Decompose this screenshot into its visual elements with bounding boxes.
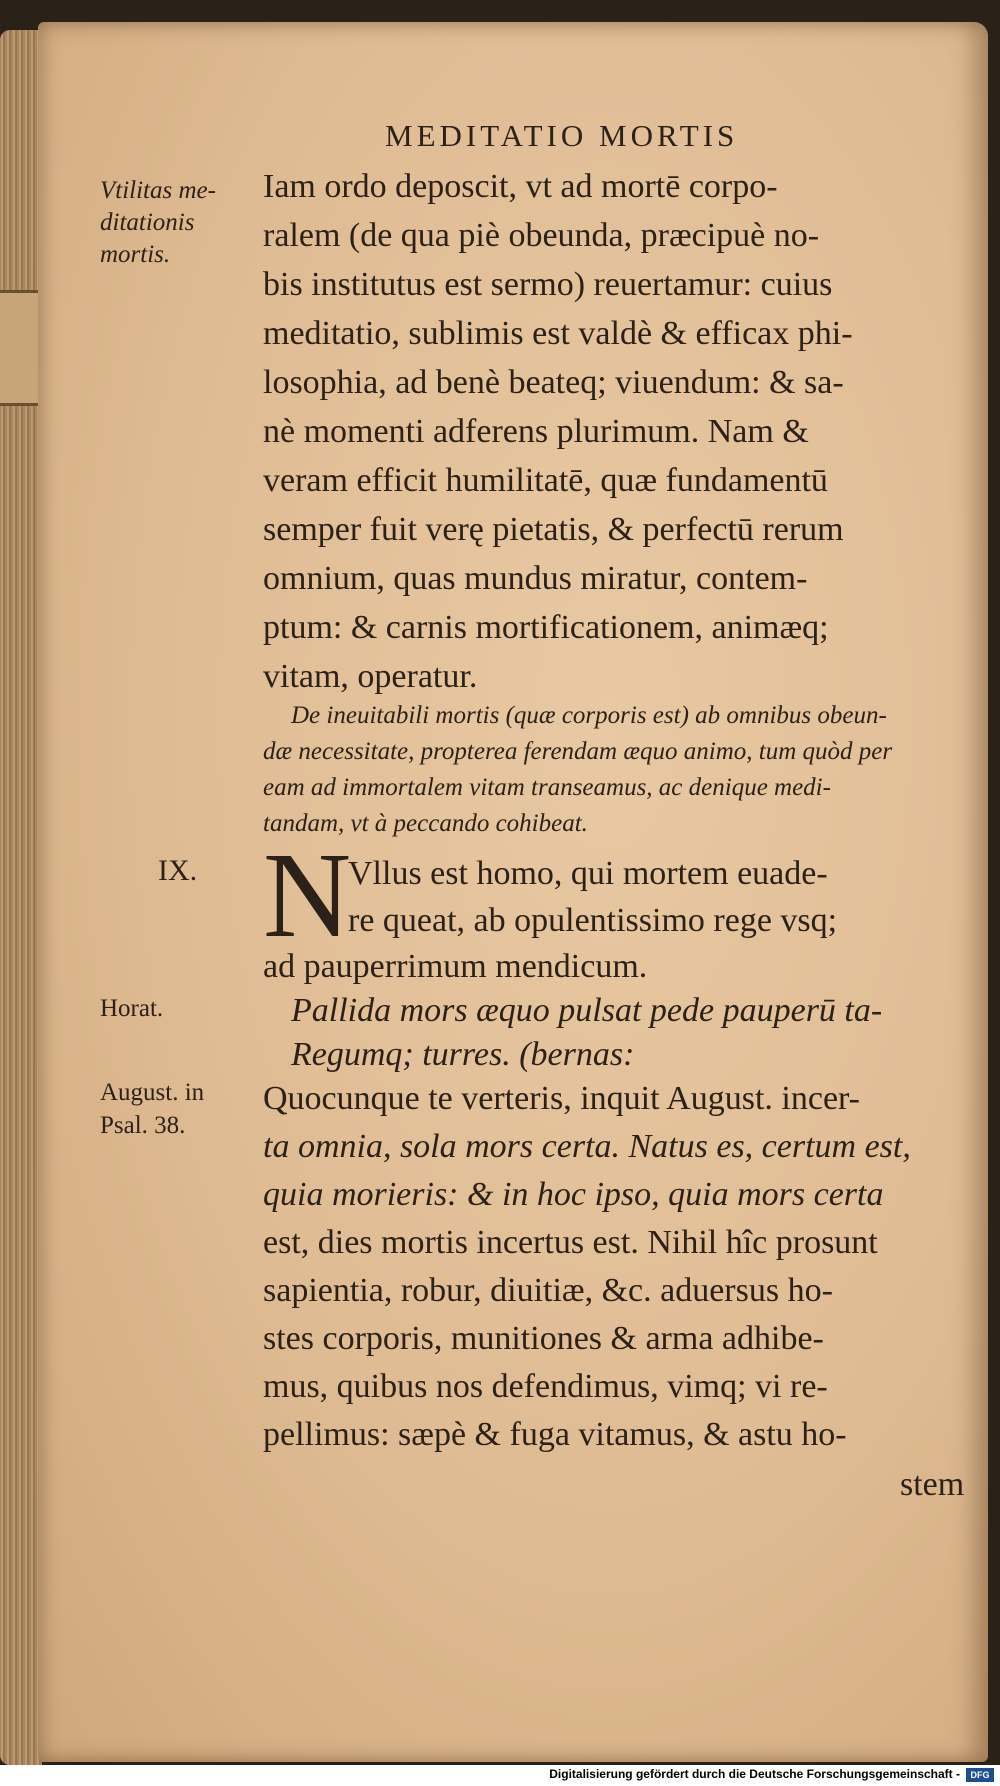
horace-quote-line: Pallida mors æquo pulsat pede pauperū ta- — [291, 992, 883, 1029]
horace-quote-line: Regumq; turres. (bernas: — [291, 1036, 635, 1073]
margin-note-utilitas-1: Vtilitas me- — [100, 177, 216, 204]
margin-note-utilitas-3: mortis. — [100, 241, 171, 268]
paragraph1-line: Iam ordo deposcit, vt ad mortē corpo- — [263, 168, 778, 205]
margin-note-august-2: Psal. 38. — [100, 1112, 186, 1139]
margin-numeral: IX. — [158, 854, 198, 887]
paragraph2-line: Vllus est homo, qui mortem euade- — [348, 855, 828, 892]
paragraph1-line: bis institutus est sermo) reuertamur: cuius — [263, 266, 833, 303]
paragraph1-line: vitam, operatur. — [263, 658, 478, 695]
margin-note-horat: Horat. — [100, 995, 164, 1022]
drop-cap: N — [263, 828, 352, 963]
paragraph3-line: stes corporis, munitiones & arma adhibe- — [263, 1320, 824, 1357]
paragraph1-line: semper fuit verę pietatis, & perfectū rerum — [263, 511, 844, 548]
paragraph1-line: meditatio, sublimis est valdè & efficax phi- — [263, 315, 853, 352]
footer-credit: Digitalisierung gefördert durch die Deutsche Forschungsgemeinschaft - — [549, 1767, 960, 1781]
paragraph3-line: est, dies mortis incertus est. Nihil hîc prosunt — [263, 1224, 878, 1261]
paragraph3-line: Quocunque te verteris, inquit August. incer- — [263, 1080, 861, 1117]
paragraph3-line: ta omnia, sola mors certa. Natus es, certum est, — [263, 1128, 911, 1165]
footer-bar — [0, 1765, 1000, 1786]
paragraph3-line: pellimus: sæpè & fuga vitamus, & astu ho- — [263, 1416, 847, 1453]
paragraph3-line: sapientia, robur, diuitiæ, &c. aduersus ho- — [263, 1272, 833, 1309]
paragraph1-line: losophia, ad benè beateq; viuendum: & sa- — [263, 364, 844, 401]
margin-note-utilitas-2: ditationis — [100, 209, 195, 236]
catchword: stem — [900, 1466, 965, 1503]
dfg-logo: DFG — [966, 1768, 994, 1782]
summary-line: dæ necessitate, propterea ferendam æquo animo, tum quòd per — [263, 738, 893, 765]
margin-note-august-1: August. in — [100, 1079, 205, 1106]
summary-line: De ineuitabili mortis (quæ corporis est) ab omnibus obeun- — [291, 702, 887, 729]
paragraph1-line: omnium, quas mundus miratur, contem- — [263, 560, 808, 597]
paragraph3-line: quia morieris: & in hoc ipso, quia mors certa — [263, 1176, 884, 1213]
summary-line: eam ad immortalem vitam transeamus, ac denique medi- — [263, 774, 831, 801]
summary-line: tandam, vt à peccando cohibeat. — [263, 810, 588, 837]
paragraph2-line: ad pauperrimum mendicum. — [263, 948, 648, 985]
running-head: MEDITATIO MORTIS — [385, 118, 739, 153]
paragraph1-line: veram efficit humilitatē, quæ fundamentū — [263, 462, 828, 499]
paragraph3-line: mus, quibus nos defendimus, vimq; vi re- — [263, 1368, 828, 1405]
paragraph2-line: re queat, ab opulentissimo rege vsq; — [348, 902, 838, 939]
paragraph1-line: nè momenti adferens plurimum. Nam & — [263, 413, 809, 450]
paragraph1-line: ptum: & carnis mortificationem, animæq; — [263, 609, 829, 646]
paragraph1-line: ralem (de qua piè obeunda, præcipuè no- — [263, 217, 820, 254]
